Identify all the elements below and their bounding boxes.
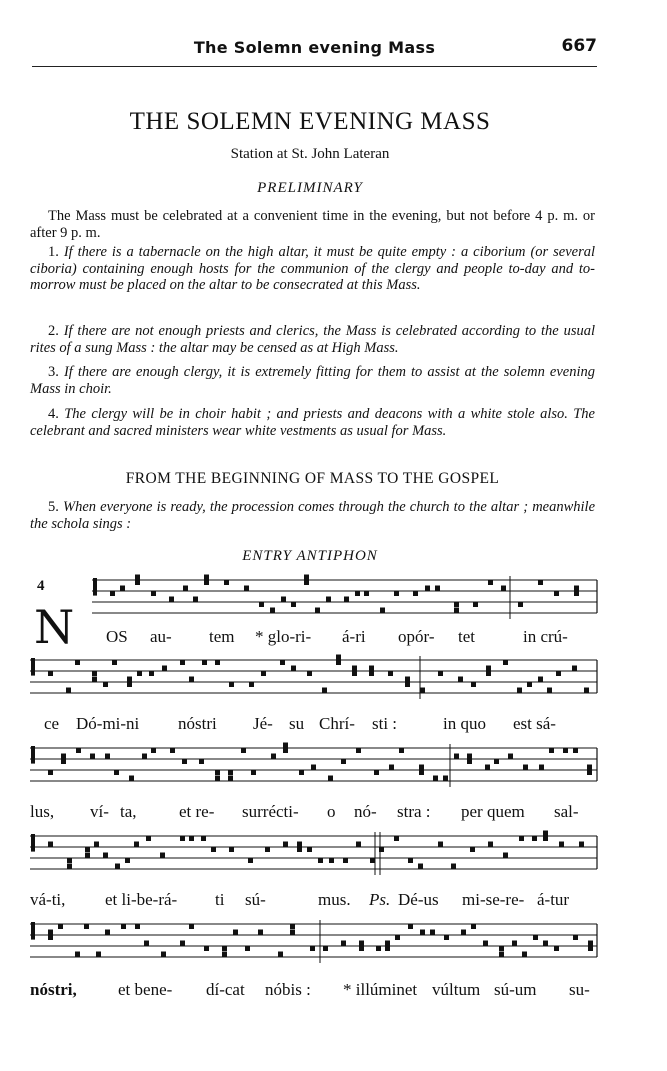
neume xyxy=(204,580,209,585)
neume xyxy=(388,671,393,676)
neume xyxy=(105,754,110,759)
neume xyxy=(579,842,584,847)
chant-syllable: Dé-us xyxy=(398,890,439,909)
chant-syllable: ce xyxy=(44,714,60,733)
chant-syllable: o xyxy=(327,802,336,821)
neume xyxy=(229,847,234,852)
chant-syllable: sal- xyxy=(554,802,579,821)
neume xyxy=(343,858,348,863)
neume xyxy=(471,682,476,687)
neume xyxy=(322,688,327,693)
neume xyxy=(408,924,413,929)
neume xyxy=(58,924,63,929)
neume xyxy=(75,952,80,957)
neume xyxy=(261,671,266,676)
neume xyxy=(180,941,185,946)
neume xyxy=(584,688,589,693)
neume xyxy=(522,952,527,957)
neume xyxy=(473,602,478,607)
neume xyxy=(538,580,543,585)
chant-syllable: lus, xyxy=(30,802,55,821)
neume xyxy=(359,946,364,951)
neume xyxy=(443,776,448,781)
neume xyxy=(485,765,490,770)
station-subtitle: Station at St. John Lateran xyxy=(230,146,390,162)
neume xyxy=(467,759,472,764)
neume xyxy=(527,682,532,687)
neume xyxy=(394,591,399,596)
chant-syllable: OS xyxy=(106,627,128,646)
neume xyxy=(265,847,270,852)
neume xyxy=(137,671,142,676)
neume xyxy=(376,946,381,951)
chant-syllable: per quem xyxy=(461,802,525,821)
chant-syllable: nó- xyxy=(354,802,377,821)
neume xyxy=(517,688,522,693)
neume xyxy=(471,924,476,929)
chant-syllable: tet xyxy=(458,627,475,646)
neume xyxy=(144,941,149,946)
rule-text: When everyone is ready, the procession comes through the church to the altar ; meanwhile the schola sings : xyxy=(30,499,596,532)
neume xyxy=(291,602,296,607)
neume xyxy=(241,748,246,753)
neume xyxy=(435,586,440,591)
neume xyxy=(341,759,346,764)
neume xyxy=(151,591,156,596)
initial-letter: N xyxy=(34,600,75,654)
neume xyxy=(488,580,493,585)
neume xyxy=(389,765,394,770)
neume xyxy=(121,924,126,929)
rule-number: 2. xyxy=(48,323,59,339)
neume xyxy=(103,682,108,687)
neume xyxy=(146,836,151,841)
neume xyxy=(326,597,331,602)
neume xyxy=(270,608,275,613)
neume xyxy=(533,935,538,940)
neume xyxy=(547,688,552,693)
neume xyxy=(204,946,209,951)
running-title: The Solemn evening Mass xyxy=(193,38,436,57)
rule-number: 4. xyxy=(48,406,59,422)
neume xyxy=(48,671,53,676)
neume xyxy=(518,602,523,607)
neume xyxy=(488,842,493,847)
neume xyxy=(444,935,449,940)
chant-syllable: su xyxy=(289,714,305,733)
neume xyxy=(222,952,227,957)
neume xyxy=(543,836,548,841)
rule-text: If there are enough clergy, it is extremely fitting for them to assist at the solemn evening Mass in choir. xyxy=(30,364,595,397)
neume xyxy=(532,836,537,841)
chant-syllable: et li-be-rá- xyxy=(105,890,178,909)
neume xyxy=(135,924,140,929)
neume xyxy=(458,677,463,682)
neume xyxy=(134,842,139,847)
neume xyxy=(151,748,156,753)
neume xyxy=(425,586,430,591)
neume xyxy=(374,770,379,775)
neume xyxy=(572,666,577,671)
neume xyxy=(451,864,456,869)
neume xyxy=(105,930,110,935)
neume xyxy=(318,858,323,863)
neume xyxy=(229,682,234,687)
neume xyxy=(539,765,544,770)
neume xyxy=(418,864,423,869)
neume xyxy=(574,591,579,596)
neume xyxy=(369,671,374,676)
neume xyxy=(323,946,328,951)
chant-syllable: vá-ti, xyxy=(30,890,66,909)
neume xyxy=(310,946,315,951)
neume xyxy=(356,842,361,847)
neume xyxy=(344,597,349,602)
neume xyxy=(538,677,543,682)
neume xyxy=(259,602,264,607)
antiphon-label: ENTRY ANTIPHON xyxy=(242,548,378,564)
neume xyxy=(311,765,316,770)
neume xyxy=(211,847,216,852)
neume xyxy=(48,770,53,775)
chant-syllable: su- xyxy=(569,980,590,999)
neume xyxy=(573,748,578,753)
chant-syllable: sú- xyxy=(245,890,266,909)
neume xyxy=(189,924,194,929)
neume xyxy=(433,776,438,781)
neume xyxy=(280,660,285,665)
chant-syllable: nóstri, xyxy=(30,980,77,999)
neume xyxy=(503,660,508,665)
neume xyxy=(281,597,286,602)
neume xyxy=(554,946,559,951)
neume xyxy=(461,930,466,935)
neume xyxy=(112,660,117,665)
chant-syllable: á-tur xyxy=(537,890,570,909)
neume xyxy=(356,748,361,753)
neume xyxy=(110,591,115,596)
neume xyxy=(129,776,134,781)
chant-syllable: Jé- xyxy=(253,714,273,733)
section-heading: FROM THE BEGINNING OF MASS TO THE GOSPEL xyxy=(125,470,500,487)
rule-number: 5. xyxy=(48,499,59,515)
neume xyxy=(127,682,132,687)
neume xyxy=(299,770,304,775)
neume xyxy=(364,591,369,596)
chant-syllable: opór- xyxy=(398,627,435,646)
neume xyxy=(508,754,513,759)
rule-text: The clergy will be in choir habit ; and priests and deacons with a white stole also. The celebrant and sacred ministers wear white vestments as usual for Mass. xyxy=(30,406,595,439)
neume xyxy=(84,924,89,929)
chant-syllable: au- xyxy=(150,627,172,646)
neume xyxy=(170,748,175,753)
neume xyxy=(352,671,357,676)
neume xyxy=(90,754,95,759)
neume xyxy=(470,847,475,852)
neume xyxy=(543,941,548,946)
neume xyxy=(283,748,288,753)
neume xyxy=(120,586,125,591)
neume xyxy=(503,853,508,858)
neume xyxy=(394,836,399,841)
chant-syllable: ta, xyxy=(120,802,137,821)
neume xyxy=(48,935,53,940)
neume xyxy=(405,682,410,687)
neume xyxy=(399,748,404,753)
neume xyxy=(341,941,346,946)
intro-paragraph: The Mass must be celebrated at a convenient time in the evening, but not before 4 p. m. or after 9 p. m. xyxy=(30,208,595,241)
chant-syllable: surrécti- xyxy=(242,802,299,821)
chant-syllable: Chrí- xyxy=(319,714,355,733)
chant-syllable: * glo-ri- xyxy=(255,627,312,646)
neume xyxy=(233,930,238,935)
chant-syllable: in crú- xyxy=(523,627,568,646)
mode-number: 4 xyxy=(37,578,45,594)
neume xyxy=(385,946,390,951)
neume xyxy=(523,765,528,770)
chant-syllable: et re- xyxy=(179,802,215,821)
neume xyxy=(554,591,559,596)
neume xyxy=(430,930,435,935)
chant-syllable: tem xyxy=(209,627,235,646)
neume xyxy=(248,858,253,863)
chant-syllable: * illúminet xyxy=(343,980,418,999)
neume xyxy=(283,842,288,847)
neume xyxy=(494,759,499,764)
chant-syllable: nóbis : xyxy=(265,980,311,999)
chant-syllable: á-ri xyxy=(342,627,366,646)
neume xyxy=(142,754,147,759)
neume xyxy=(573,935,578,940)
neume xyxy=(114,770,119,775)
neume xyxy=(587,770,592,775)
neume xyxy=(278,952,283,957)
neume xyxy=(224,580,229,585)
neume xyxy=(76,748,81,753)
preliminary-heading: PRELIMINARY xyxy=(257,180,363,196)
neume xyxy=(413,591,418,596)
neume xyxy=(438,671,443,676)
neume xyxy=(183,586,188,591)
neume xyxy=(297,847,302,852)
neume xyxy=(304,580,309,585)
neume xyxy=(193,597,198,602)
neume xyxy=(161,952,166,957)
neume xyxy=(115,864,120,869)
page-number: 667 xyxy=(561,36,597,56)
neume xyxy=(149,671,154,676)
chant-syllable: mi-se-re- xyxy=(462,890,525,909)
neume xyxy=(420,688,425,693)
neume xyxy=(94,842,99,847)
neume xyxy=(182,759,187,764)
chant-syllable: Ps. xyxy=(369,890,391,909)
neume xyxy=(160,853,165,858)
chant-syllable: est sá- xyxy=(513,714,556,733)
neume xyxy=(454,608,459,613)
neume xyxy=(588,946,593,951)
chant-syllable: dí-cat xyxy=(206,980,245,999)
neume xyxy=(408,858,413,863)
neume xyxy=(215,776,220,781)
neume xyxy=(189,677,194,682)
chant-syllable: ví- xyxy=(90,802,109,821)
neume xyxy=(329,858,334,863)
neume xyxy=(215,660,220,665)
chant-syllable: sti : xyxy=(372,714,398,733)
neume xyxy=(180,660,185,665)
neume xyxy=(249,682,254,687)
neume xyxy=(180,836,185,841)
neume xyxy=(559,842,564,847)
rule-number: 1. xyxy=(48,244,59,260)
neume xyxy=(512,941,517,946)
chant-syllable: sú-um xyxy=(494,980,537,999)
neume xyxy=(336,660,341,665)
neume xyxy=(189,836,194,841)
neume xyxy=(291,666,296,671)
neume xyxy=(251,770,256,775)
neume xyxy=(245,946,250,951)
chant-syllable: Dó-mi-ni xyxy=(76,714,140,733)
neume xyxy=(307,847,312,852)
chant-syllable: stra : xyxy=(397,802,431,821)
neume xyxy=(379,847,384,852)
neume xyxy=(271,754,276,759)
neume xyxy=(92,677,97,682)
chant-syllable: et bene- xyxy=(118,980,173,999)
neume xyxy=(125,858,130,863)
neume xyxy=(228,776,233,781)
neume xyxy=(556,671,561,676)
page-title: THE SOLEMN EVENING MASS xyxy=(129,108,491,135)
neume xyxy=(501,586,506,591)
chant-syllable: in quo xyxy=(443,714,486,733)
neume xyxy=(419,770,424,775)
neume xyxy=(315,608,320,613)
neume xyxy=(328,776,333,781)
rule-text: If there is a tabernacle on the high altar, it must be quite empty : a ciborium (or several ciboria) containing enough hosts for the communion of the clergy and people to-day and to-morrow must be placed on the altar to be consecrated at this Mass. xyxy=(30,244,596,293)
neume xyxy=(67,864,72,869)
neume xyxy=(162,666,167,671)
rule-number: 3. xyxy=(48,364,59,380)
neume xyxy=(563,748,568,753)
neume xyxy=(438,842,443,847)
neume xyxy=(355,591,360,596)
neume xyxy=(483,941,488,946)
rule-text: If there are not enough priests and clerics, the Mass is celebrated according to the usual rites of a sung Mass : the altar may be censed as at High Mass. xyxy=(30,323,595,356)
neume xyxy=(201,836,206,841)
neume xyxy=(395,935,400,940)
neume xyxy=(486,671,491,676)
neume xyxy=(103,853,108,858)
neume xyxy=(244,586,249,591)
neume xyxy=(454,754,459,759)
chant-syllable: ti xyxy=(215,890,225,909)
neume xyxy=(169,597,174,602)
neume xyxy=(135,580,140,585)
neume xyxy=(307,671,312,676)
neume xyxy=(258,930,263,935)
neume xyxy=(380,608,385,613)
chant-syllable: nóstri xyxy=(178,714,217,733)
neume xyxy=(66,688,71,693)
neume xyxy=(290,930,295,935)
neume xyxy=(85,853,90,858)
neume xyxy=(48,842,53,847)
neume xyxy=(61,759,66,764)
neume xyxy=(75,660,80,665)
neume xyxy=(96,952,101,957)
neume xyxy=(549,748,554,753)
chant-syllable: mus. xyxy=(318,890,351,909)
neume xyxy=(499,952,504,957)
neume xyxy=(199,759,204,764)
neume xyxy=(519,836,524,841)
neume xyxy=(202,660,207,665)
neume xyxy=(420,930,425,935)
chant-syllable: vúltum xyxy=(432,980,481,999)
neume xyxy=(370,858,375,863)
